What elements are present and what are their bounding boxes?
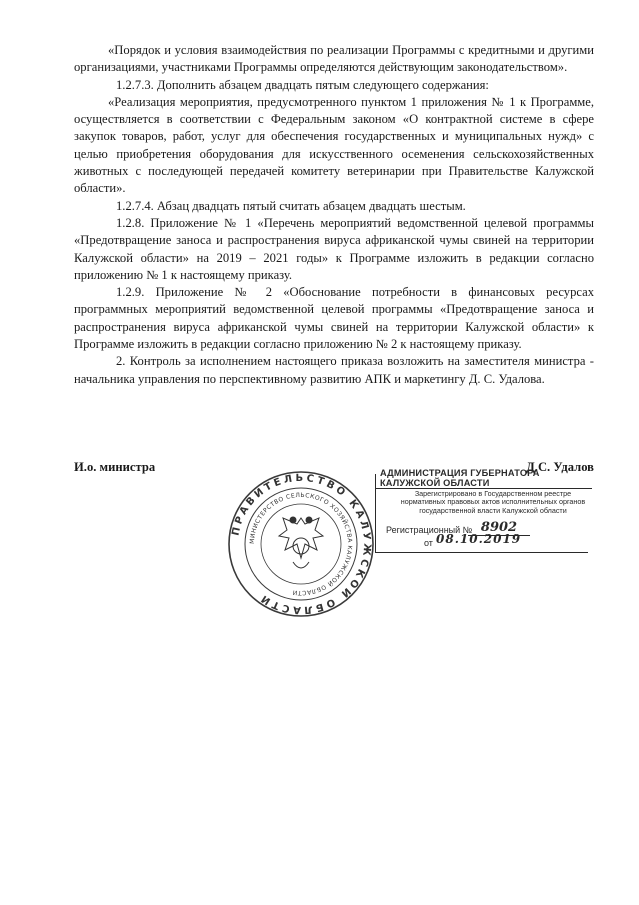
registration-date-label: от: [424, 538, 433, 548]
registration-date: 08.10.2019: [436, 532, 522, 546]
signatory-position: И.о. министра: [74, 460, 156, 474]
paragraph: 1.2.8. Приложение № 1 «Перечень мероприятий ведомственной целевой программы «Предотвращение заноса и распространения вируса африканской чумы свиней на территории Калужской области» на 2019 – 2021 годы» к Программе изложить в редакции согласно приложению № 1 к настоящему приказу.: [74, 215, 594, 282]
registration-number: 8902: [468, 520, 530, 536]
paragraph: 2. Контроль за исполнением настоящего приказа возложить на заместителя министра - начальника управления по перспективному развитию АПК и маркетингу Д. С. Удалова.: [74, 354, 594, 386]
signatory-name: Д.С. Удалов: [526, 460, 594, 474]
seal-outer-text: ПРАВИТЕЛЬСТВО КАЛУЖСКОЙ ОБЛАСТИ: [230, 472, 373, 616]
document-body: [74, 42, 594, 388]
coat-of-arms-icon: [279, 517, 323, 568]
official-seal-icon: [227, 470, 375, 618]
registration-stamp-text: Зарегистрировано в Государственном реестре нормативных правовых актов исполнительных органов государственной власти Калужской области: [400, 489, 586, 515]
registration-number-label: Регистрационный №: [386, 525, 473, 535]
paragraph: 1.2.9. Приложение № 2 «Обоснование потребности в финансовых ресурсах программных мероприятий ведомственной целевой программы «Предотвращение заноса и распространения вируса африканской чумы свиней на территории Калужской области» к Программе изложить в редакции согласно приложению № 2 к настоящему приказу.: [74, 285, 594, 352]
registration-stamp-header: АДМИНИСТРАЦИЯ ГУБЕРНАТОРА КАЛУЖСКОЙ ОБЛАСТИ: [376, 468, 592, 489]
seal-inner-text: МИНИСТЕРСТВО СЕЛЬСКОГО ХОЗЯЙСТВА КАЛУЖСКОЙ ОБЛАСТИ: [248, 491, 354, 597]
paragraph: 1.2.7.4. Абзац двадцать пятый считать абзацем двадцать шестым.: [116, 198, 466, 213]
paragraph: 1.2.7.3. Дополнить абзацем двадцать пятым следующего содержания:: [116, 77, 489, 92]
paragraph: «Порядок и условия взаимодействия по реализации Программы с кредитными и другими организациями, участниками Программы определяются действующим законодательством».: [74, 43, 594, 75]
paragraph: «Реализация мероприятия, предусмотренного пунктом 1 приложения № 1 к Программе, осуществляется в соответствии с Федеральным законом «О контрактной системе в сфере закупок товаров, работ, услуг для обеспечения государственных и муниципальных нужд» с целью приобретения оборудования для искусственного осеменения сельскохозяйственных животных с последующей передачей комитету ветеринарии при Правительстве Калужской области».: [74, 94, 594, 196]
registration-stamp: [375, 468, 588, 553]
